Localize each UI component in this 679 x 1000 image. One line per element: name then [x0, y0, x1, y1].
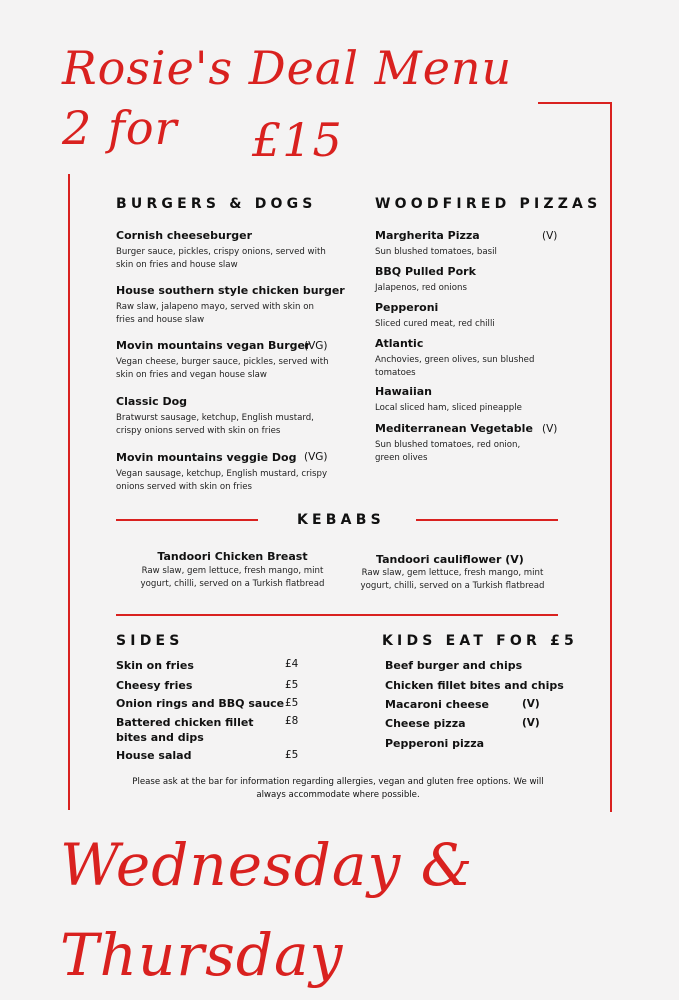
menu-item	[375, 422, 540, 465]
item-name: Classic Dog	[116, 395, 188, 408]
item-name: Tandoori cauliflower (V)	[376, 553, 524, 566]
section-title-kebabs: KEBABS	[297, 512, 385, 528]
item-name: Atlantic	[375, 337, 424, 350]
item-description: Local sliced ham, sliced pineapple	[375, 403, 522, 413]
menu-item	[116, 395, 331, 438]
vegetarian-tag: (V)	[522, 717, 540, 729]
section-title-burgers: BURGERS & DOGS	[116, 196, 317, 212]
kids-item-name: Pepperoni pizza	[385, 737, 485, 750]
kids-item-name: Beef burger and chips	[385, 659, 523, 672]
item-description: Raw slaw, jalapeno mayo, served with skin on fries and house slaw	[116, 302, 314, 325]
side-item-price: £4	[285, 658, 299, 670]
item-name: Margherita Pizza	[375, 229, 480, 242]
kebab-item	[360, 553, 545, 593]
menu-item	[375, 265, 565, 295]
item-description: Vegan cheese, burger sauce, pickles, served with skin on fries and vegan house slaw	[116, 357, 329, 380]
side-item-name: House salad	[116, 749, 192, 762]
item-name: Pepperoni	[375, 301, 439, 314]
menu-item	[375, 229, 565, 259]
side-item-price: £8	[285, 715, 299, 727]
side-item-name: Onion rings and BBQ sauce	[116, 697, 285, 710]
frame-left-line	[68, 174, 70, 810]
item-name: Movin mountains vegan Burger	[116, 339, 311, 352]
item-description: Sun blushed tomatoes, basil	[375, 247, 497, 257]
item-name: Mediterranean Vegetable	[375, 422, 533, 435]
item-name: Cornish cheeseburger	[116, 229, 253, 242]
section-title-pizzas: WOODFIRED PIZZAS	[375, 196, 602, 212]
vegan-tag: (VG)	[304, 451, 328, 463]
item-name: House southern style chicken burger	[116, 284, 345, 297]
item-description: Raw slaw, gem lettuce, fresh mango, mint yogurt, chilli, served on a Turkish flatbread	[360, 568, 545, 591]
kids-item-name: Macaroni cheese	[385, 698, 490, 711]
vegetarian-tag: (V)	[542, 230, 558, 242]
item-description: Sun blushed tomatoes, red onion, green olives	[375, 440, 521, 463]
kebab-item	[140, 550, 325, 591]
item-name: Movin mountains veggie Dog	[116, 451, 297, 464]
menu-item	[375, 301, 565, 331]
side-item-price: £5	[285, 749, 299, 761]
vegan-tag: (VG)	[304, 340, 328, 352]
side-item-name: Battered chicken fillet bites and dips	[116, 716, 254, 744]
footer-days: Wednesday & Thursday	[60, 831, 474, 989]
section-title-kids: KIDS EAT FOR £5	[382, 633, 578, 649]
menu-title: Rosie's Deal Menu 2 for	[62, 41, 513, 155]
kebabs-divider-right	[416, 519, 558, 521]
item-description: Bratwurst sausage, ketchup, English mustard, crispy onions served with skin on fries	[116, 413, 314, 436]
menu-item	[116, 451, 331, 494]
item-name: Hawaiian	[375, 385, 433, 398]
menu-item	[375, 337, 535, 380]
item-description: Burger sauce, pickles, crispy onions, served with skin on fries and house slaw	[116, 247, 326, 270]
item-description: Jalapenos, red onions	[375, 283, 467, 293]
sides-divider	[116, 614, 558, 616]
kids-item-name: Cheese pizza	[385, 717, 466, 730]
vegetarian-tag: (V)	[542, 423, 558, 435]
item-description: Vegan sausage, ketchup, English mustard, crispy onions served with skin on fries	[116, 469, 328, 492]
menu-item	[116, 339, 331, 382]
item-description: Raw slaw, gem lettuce, fresh mango, mint yogurt, chilli, served on a Turkish flatbread	[140, 566, 325, 589]
kebabs-divider-left	[116, 519, 258, 521]
item-name: BBQ Pulled Pork	[375, 265, 476, 278]
menu-title-price: £15	[252, 113, 343, 167]
item-name: Tandoori Chicken Breast	[157, 550, 308, 563]
section-title-sides: SIDES	[116, 633, 184, 649]
kids-item-name: Chicken fillet bites and chips	[385, 679, 564, 692]
menu-item	[116, 284, 345, 327]
side-item-price: £5	[285, 697, 299, 709]
frame-right-line	[610, 102, 612, 812]
vegetarian-tag: (V)	[522, 698, 540, 710]
allergy-note: Please ask at the bar for information regarding allergies, vegan and gluten free options. We will always accommodate where possible.	[132, 777, 544, 800]
side-item-name: Cheesy fries	[116, 679, 193, 692]
side-item-name: Skin on fries	[116, 659, 194, 672]
item-description: Sliced cured meat, red chilli	[375, 319, 495, 329]
side-item-price: £5	[285, 679, 299, 691]
menu-item	[375, 385, 565, 415]
item-description: Anchovies, green olives, sun blushed tomatoes	[375, 355, 535, 378]
menu-item	[116, 229, 331, 272]
frame-top-line	[538, 102, 612, 104]
